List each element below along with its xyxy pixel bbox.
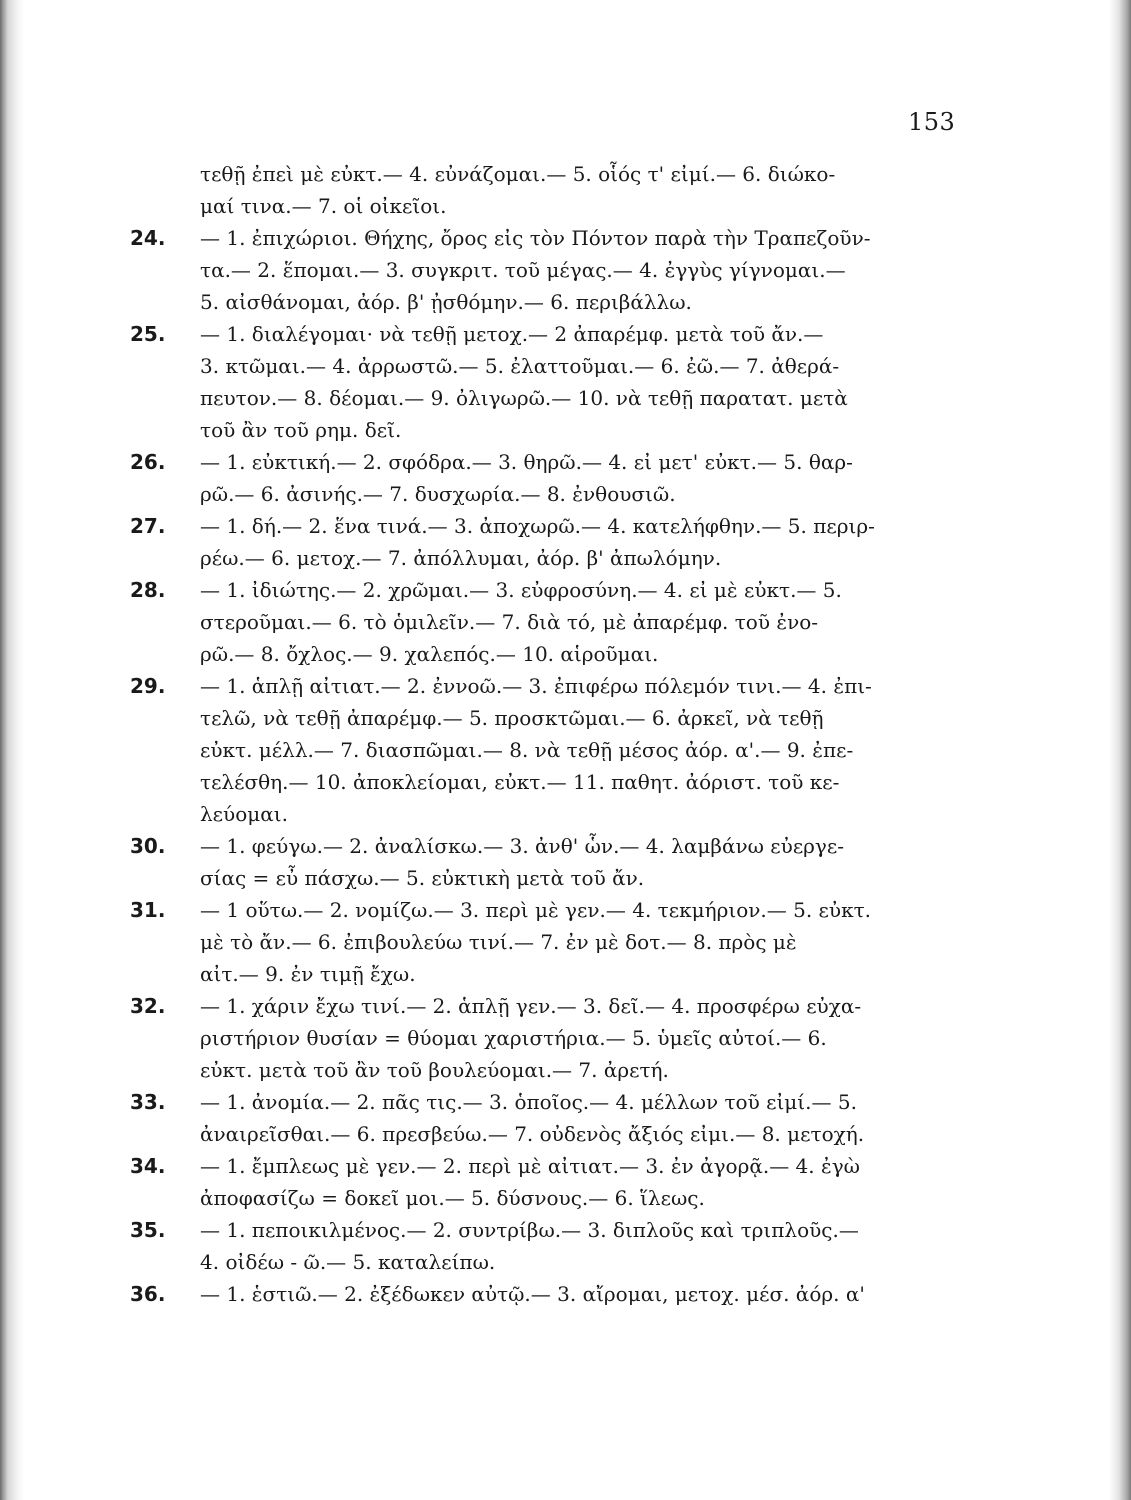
text-line: — 1. ἔμπλεως μὲ γεν.— 2. περὶ μὲ αἰτιατ.— 3. ἐν ἀγορᾷ.— 4. ἐγὼ — [200, 1154, 860, 1178]
answer-entry — [130, 446, 960, 510]
answer-entry — [130, 510, 960, 574]
entry-text — [200, 1278, 960, 1310]
answer-entry — [130, 1278, 960, 1310]
text-line: — 1. δή.— 2. ἕνα τινά.— 3. ἀποχωρῶ.— 4. κατελήφθην.— 5. περιρ- — [200, 514, 875, 538]
text-line: τελῶ, νὰ τεθῇ ἀπαρέμφ.— 5. προσκτῶμαι.— 6. ἀρκεῖ, νὰ τεθῇ — [200, 706, 824, 730]
text-line: εὐκτ. μέλλ.— 7. διασπῶμαι.— 8. νὰ τεθῇ μέσος ἀόρ. α'.— 9. ἐπε- — [200, 738, 854, 762]
entry-text — [200, 574, 960, 670]
entry-text — [200, 446, 960, 510]
entry-text — [200, 1214, 960, 1278]
text-line: — 1. πεποικιλμένος.— 2. συντρίβω.— 3. διπλοῦς καὶ τριπλοῦς.— — [200, 1218, 859, 1242]
text-line: ρῶ.— 8. ὄχλος.— 9. χαλεπός.— 10. αἱροῦμαι. — [200, 642, 659, 666]
text-line: 4. οἰδέω - ῶ.— 5. καταλείπω. — [200, 1250, 496, 1274]
answer-entry — [130, 830, 960, 894]
answer-entry — [130, 318, 960, 446]
text-line: τελέσθη.— 10. ἀποκλείομαι, εὐκτ.— 11. παθητ. ἀόριστ. τοῦ κε- — [200, 770, 840, 794]
entry-text — [200, 1150, 960, 1214]
text-line: — 1. ἁπλῇ αἰτιατ.— 2. ἐννοῶ.— 3. ἐπιφέρω πόλεμόν τινι.— 4. ἐπι- — [200, 674, 872, 698]
answer-entry — [130, 894, 960, 990]
entry-number: 35. — [130, 1218, 166, 1242]
text-line: ἀποφασίζω = δοκεῖ μοι.— 5. δύσνους.— 6. ἵλεως. — [200, 1186, 705, 1210]
answer-entry — [130, 574, 960, 670]
entry-text — [200, 990, 960, 1086]
text-line: λεύομαι. — [200, 802, 288, 826]
entry-number: 34. — [130, 1154, 166, 1178]
page-content — [130, 158, 960, 1310]
answer-entry — [130, 158, 960, 222]
entry-text — [200, 1086, 960, 1150]
entry-number: 24. — [130, 226, 166, 250]
text-line: — 1. ἰδιώτης.— 2. χρῶμαι.— 3. εὐφροσύνη.— 4. εἰ μὲ εὐκτ.— 5. — [200, 578, 842, 602]
entry-number: 36. — [130, 1282, 166, 1306]
answer-entry — [130, 222, 960, 318]
text-line: ἀναιρεῖσθαι.— 6. πρεσβεύω.— 7. οὐδενὸς ἄξιός εἰμι.— 8. μετοχή. — [200, 1122, 865, 1146]
text-line: ριστήριον θυσίαν = θύομαι χαριστήρια.— 5. ὑμεῖς αὐτοί.— 6. — [200, 1026, 827, 1050]
text-line: μαί τινα.— 7. οἱ οἰκεῖοι. — [200, 194, 447, 218]
text-line: μὲ τὸ ἄν.— 6. ἐπιβουλεύω τινί.— 7. ἐν μὲ δοτ.— 8. πρὸς μὲ — [200, 930, 797, 954]
answer-entry — [130, 670, 960, 830]
entry-text — [200, 830, 960, 894]
entry-number: 28. — [130, 578, 166, 602]
text-line: — 1. χάριν ἔχω τινί.— 2. ἁπλῇ γεν.— 3. δεῖ.— 4. προσφέρω εὐχα- — [200, 994, 862, 1018]
text-line: τα.— 2. ἕπομαι.— 3. συγκριτ. τοῦ μέγας.— 4. ἐγγὺς γίγνομαι.— — [200, 258, 846, 282]
text-line: εὐκτ. μετὰ τοῦ ἂν τοῦ βουλεύομαι.— 7. ἀρετή. — [200, 1058, 669, 1082]
page-number: 153 — [908, 108, 956, 136]
text-line: στεροῦμαι.— 6. τὸ ὁμιλεῖν.— 7. διὰ τό, μὲ ἀπαρέμφ. τοῦ ἐνο- — [200, 610, 819, 634]
entry-text — [200, 222, 960, 318]
text-line: πευτον.— 8. δέομαι.— 9. ὀλιγωρῶ.— 10. νὰ τεθῇ παρατατ. μετὰ — [200, 386, 848, 410]
text-line: — 1. εὐκτική.— 2. σφόδρα.— 3. θηρῶ.— 4. εἰ μετ' εὐκτ.— 5. θαρ- — [200, 450, 853, 474]
entry-number: 27. — [130, 514, 166, 538]
scan-edge-right — [1109, 0, 1131, 1500]
entry-text — [200, 318, 960, 446]
text-line: σίας = εὖ πάσχω.— 5. εὐκτικὴ μετὰ τοῦ ἄν. — [200, 866, 645, 890]
answer-entry — [130, 1214, 960, 1278]
entry-number: 32. — [130, 994, 166, 1018]
entry-text — [200, 894, 960, 990]
text-line: τεθῇ ἐπεὶ μὲ εὐκτ.— 4. εὐνάζομαι.— 5. οἷός τ' εἰμί.— 6. διώκο- — [200, 162, 836, 186]
text-line: 3. κτῶμαι.— 4. ἀρρωστῶ.— 5. ἐλαττοῦμαι.— 6. ἐῶ.— 7. ἀθερά- — [200, 354, 840, 378]
entry-text — [200, 158, 960, 222]
entry-number: 25. — [130, 322, 166, 346]
text-line: ρῶ.— 6. ἀσινής.— 7. δυσχωρία.— 8. ἐνθουσιῶ. — [200, 482, 676, 506]
answer-entry — [130, 990, 960, 1086]
text-line: 5. αἰσθάνομαι, ἀόρ. β' ᾐσθόμην.— 6. περιβάλλω. — [200, 290, 692, 314]
text-line: — 1. διαλέγομαι· νὰ τεθῇ μετοχ.— 2 ἀπαρέμφ. μετὰ τοῦ ἄν.— — [200, 322, 824, 346]
entry-number: 30. — [130, 834, 166, 858]
scan-edge-left — [0, 0, 24, 1500]
text-line: — 1. φεύγω.— 2. ἀναλίσκω.— 3. ἀνθ' ὧν.— 4. λαμβάνω εὐεργε- — [200, 834, 845, 858]
text-line: ρέω.— 6. μετοχ.— 7. ἀπόλλυμαι, ἀόρ. β' ἀπωλόμην. — [200, 546, 722, 570]
text-line: τοῦ ἂν τοῦ ρημ. δεῖ. — [200, 418, 402, 442]
text-line: αἰτ.— 9. ἐν τιμῇ ἔχω. — [200, 962, 416, 986]
answer-entry — [130, 1150, 960, 1214]
entry-text — [200, 670, 960, 830]
text-line: — 1. ἐπιχώριοι. Θήχης, ὄρος εἰς τὸν Πόντον παρὰ τὴν Τραπεζοῦν- — [200, 226, 871, 250]
entry-number: 33. — [130, 1090, 166, 1114]
answer-entry — [130, 1086, 960, 1150]
entry-number: 29. — [130, 674, 166, 698]
text-line: — 1 οὕτω.— 2. νομίζω.— 3. περὶ μὲ γεν.— 4. τεκμήριον.— 5. εὐκτ. — [200, 898, 871, 922]
text-line: — 1. ἑστιῶ.— 2. ἐξέδωκεν αὐτῷ.— 3. αἴρομαι, μετοχ. μέσ. ἀόρ. α' — [200, 1282, 865, 1306]
entry-number: 31. — [130, 898, 166, 922]
entry-number: 26. — [130, 450, 166, 474]
text-line: — 1. ἀνομία.— 2. πᾶς τις.— 3. ὁποῖος.— 4. μέλλων τοῦ εἰμί.— 5. — [200, 1090, 857, 1114]
entry-text — [200, 510, 960, 574]
